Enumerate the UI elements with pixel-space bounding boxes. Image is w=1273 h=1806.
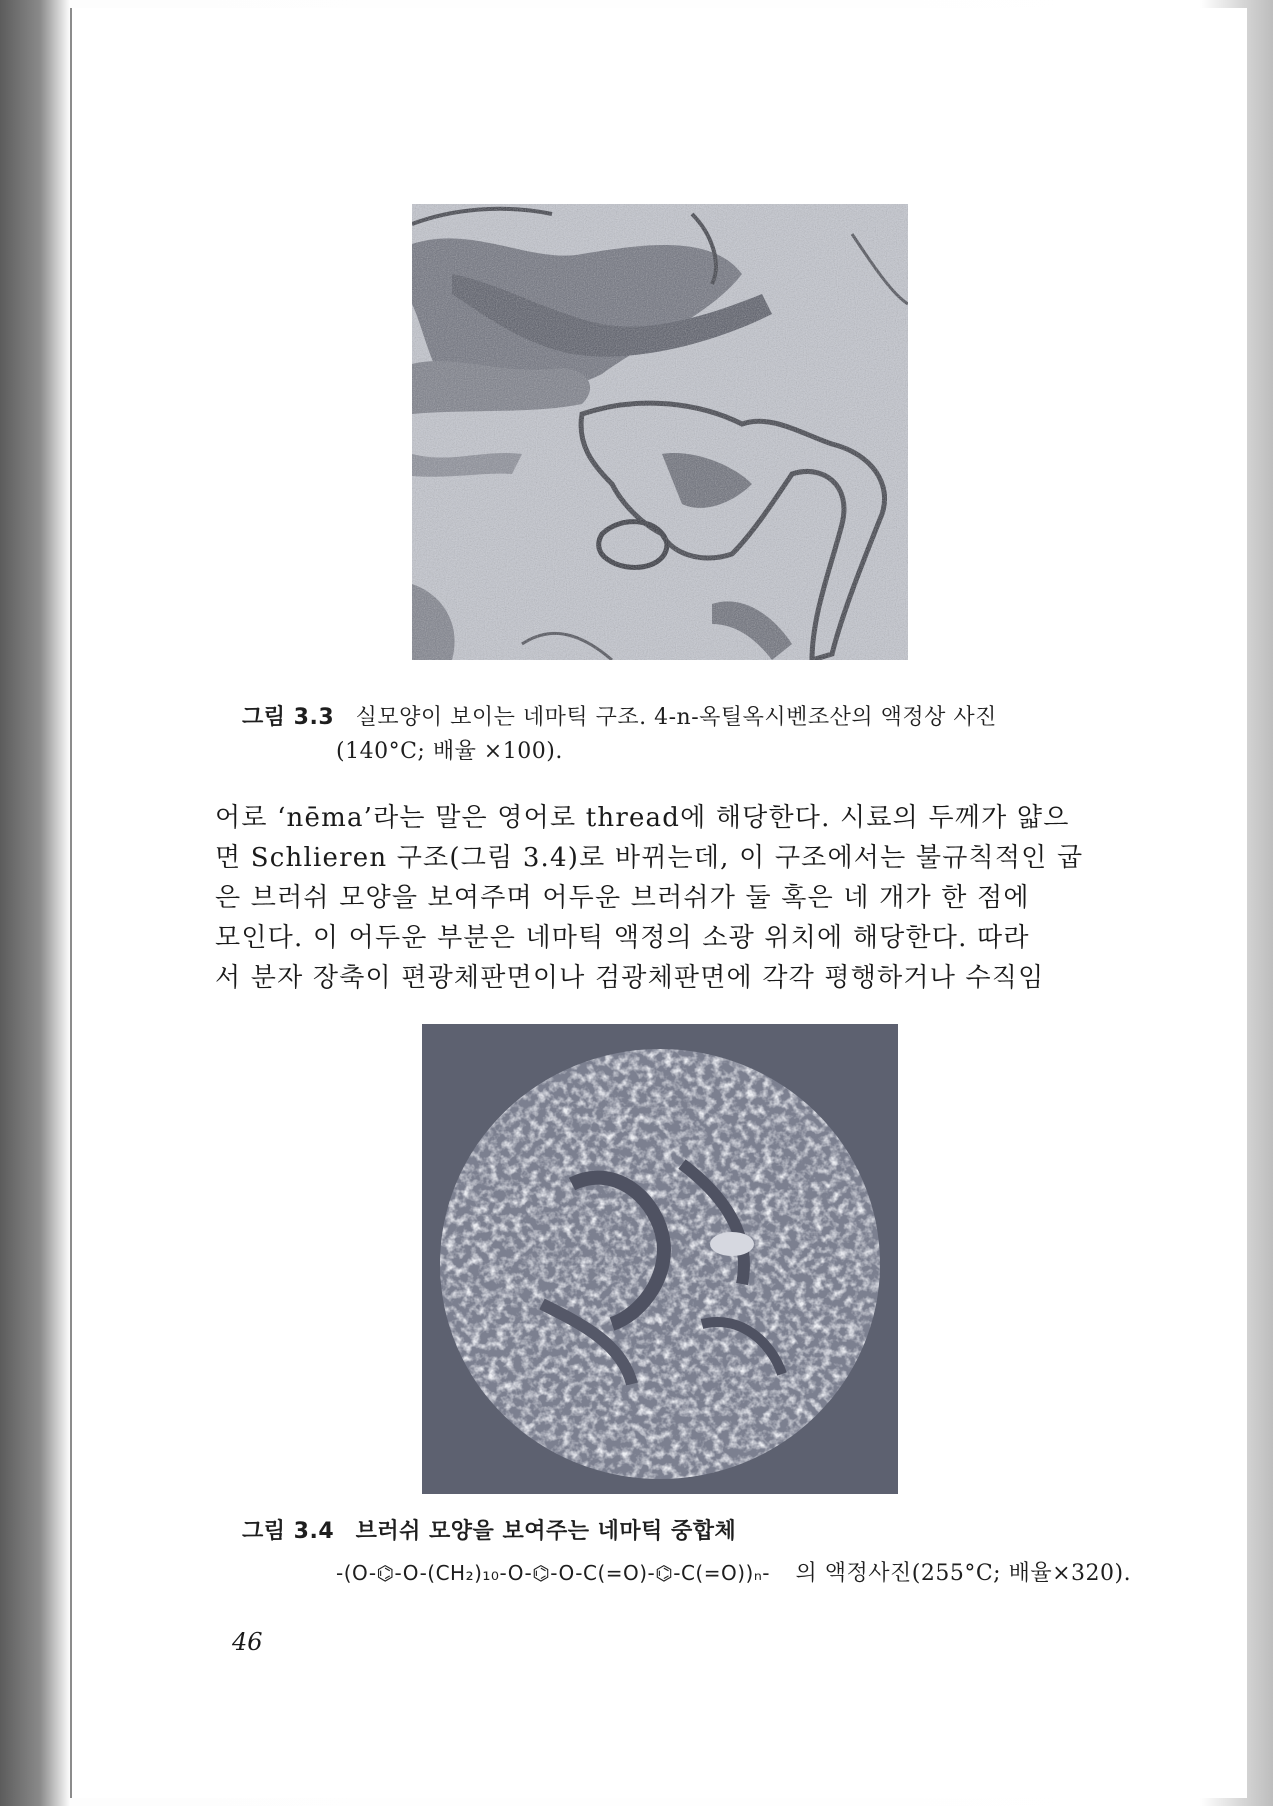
- body-line: 어로 ‘nēma’라는 말은 영어로 thread에 해당한다. 시료의 두께가 얇으: [215, 803, 1070, 833]
- body-line: 면 Schlieren 구조(그림 3.4)로 바뀌는데, 이 구조에서는 불규칙적인 굽: [215, 843, 1084, 873]
- micrograph-figure-3-4: [422, 1024, 898, 1494]
- figure-3-3-caption: [242, 700, 997, 731]
- micrograph-figure-3-3: [412, 204, 908, 660]
- figure-3-3-caption-line-1: 실모양이 보이는 네마틱 구조. 4-n-옥틸옥시벤조산의 액정상 사진: [355, 705, 997, 730]
- book-page: [70, 8, 1247, 1798]
- body-line: 은 브러쉬 모양을 보여주며 어두운 브러쉬가 둘 혹은 네 개가 한 점에: [215, 883, 1030, 913]
- body-line: 서 분자 장축이 편광체판면이나 검광체판면에 각각 평행하거나 수직임: [215, 963, 1045, 993]
- figure-3-3-caption-continued: [336, 734, 563, 765]
- page-number: 46: [232, 1628, 263, 1656]
- figure-3-4-caption: [242, 1514, 736, 1545]
- body-paragraph: [215, 798, 1115, 998]
- figure-3-4-label: 그림 3.4: [242, 1519, 335, 1544]
- figure-3-4-caption-continued: [336, 1556, 1131, 1587]
- figure-3-3-caption-line-2: (140°C; 배율 ×100).: [336, 739, 563, 764]
- body-line: 모인다. 이 어두운 부분은 네마틱 액정의 소광 위치에 해당한다. 따라: [215, 923, 1030, 953]
- polymer-formula: -(O-⌬-O-(CH₂)₁₀-O-⌬-O-C(=O)-⌬-C(=O))ₙ-: [336, 1561, 771, 1585]
- figure-3-4-caption-line-1: 브러쉬 모양을 보여주는 네마틱 중합체: [355, 1518, 737, 1544]
- figure-3-4-caption-line-2: 의 액정사진(255°C; 배율×320).: [795, 1561, 1132, 1586]
- figure-3-3-label: 그림 3.3: [242, 705, 335, 730]
